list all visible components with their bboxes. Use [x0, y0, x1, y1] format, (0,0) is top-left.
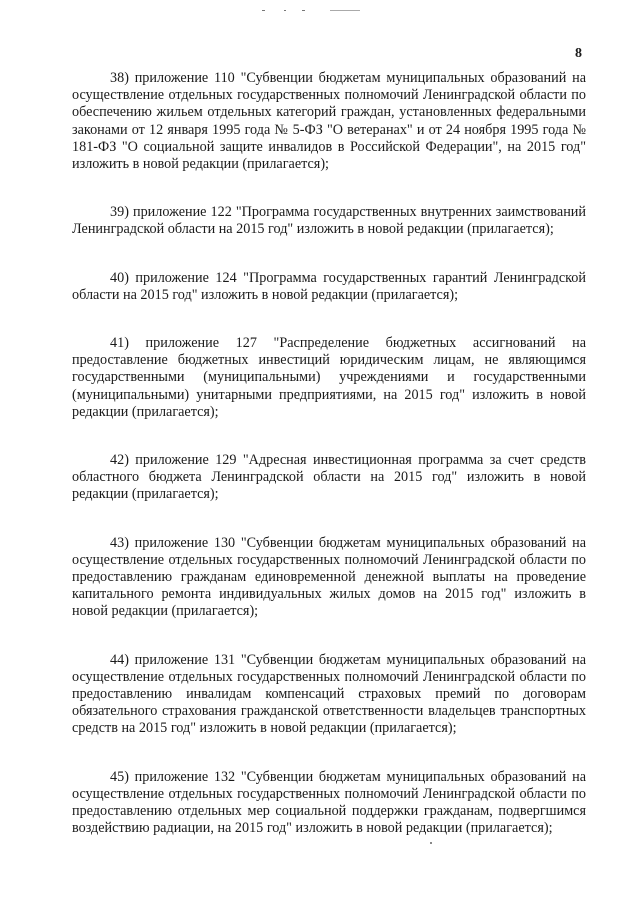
scan-artifact	[262, 8, 362, 14]
paragraph-39: 39) приложение 122 "Программа государственных внутренних заимствований Ленинградской области на 2015 год" изложить в новой редакции (прилагается);	[72, 204, 586, 238]
paragraph-45: 45) приложение 132 "Субвенции бюджетам муниципальных образований на осуществление отдельных государственных полномочий Ленинградской области по предоставлению отдельных мер социальной поддержки гражданам, подвергшимся воздействию радиации, на 2015 год" изложить в новой редакции (прилагается);	[72, 768, 586, 837]
paragraph-42: 42) приложение 129 "Адресная инвестиционная программа за счет средств областного бюджета Ленинградской области на 2015 год" изложить в новой редакции (прилагается);	[72, 452, 586, 503]
document-body	[72, 70, 586, 869]
scan-speck	[430, 842, 432, 844]
paragraph-43: 43) приложение 130 "Субвенции бюджетам муниципальных образований на осуществление отдельных государственных полномочий Ленинградской области по предоставлению гражданам единовременной денежной выплаты на проведение капитального ремонта индивидуальных жилых домов на 2015 год" изложить в новой редакции (прилагается);	[72, 534, 586, 620]
paragraph-40: 40) приложение 124 "Программа государственных гарантий Ленинградской области на 2015 год" изложить в новой редакции (прилагается);	[72, 269, 586, 303]
paragraph-41: 41) приложение 127 "Распределение бюджетных ассигнований на предоставление бюджетных инвестиций юридическим лицам, не являющимся государственными (муниципальными) учреждениями и государственными (муниципальными) унитарными предприятиями, на 2015 год" изложить в новой редакции (прилагается);	[72, 335, 586, 420]
page-number: 8	[575, 46, 582, 61]
paragraph-44: 44) приложение 131 "Субвенции бюджетам муниципальных образований на осуществление отдельных государственных полномочий Ленинградской области по предоставлению инвалидам компенсаций страховых премий по договорам обязательного страхования гражданской ответственности владельцев транспортных средств на 2015 год" изложить в новой редакции (прилагается);	[72, 651, 586, 737]
paragraph-38: 38) приложение 110 "Субвенции бюджетам муниципальных образований на осуществление отдельных государственных полномочий Ленинградской области по обеспечению жильем отдельных категорий граждан, установленных федеральными законами от 12 января 1995 года № 5-ФЗ "О ветеранах" и от 24 ноября 1995 года № 181-ФЗ "О социальной защите инвалидов в Российской Федерации", на 2015 год" изложить в новой редакции (прилагается);	[72, 70, 586, 173]
